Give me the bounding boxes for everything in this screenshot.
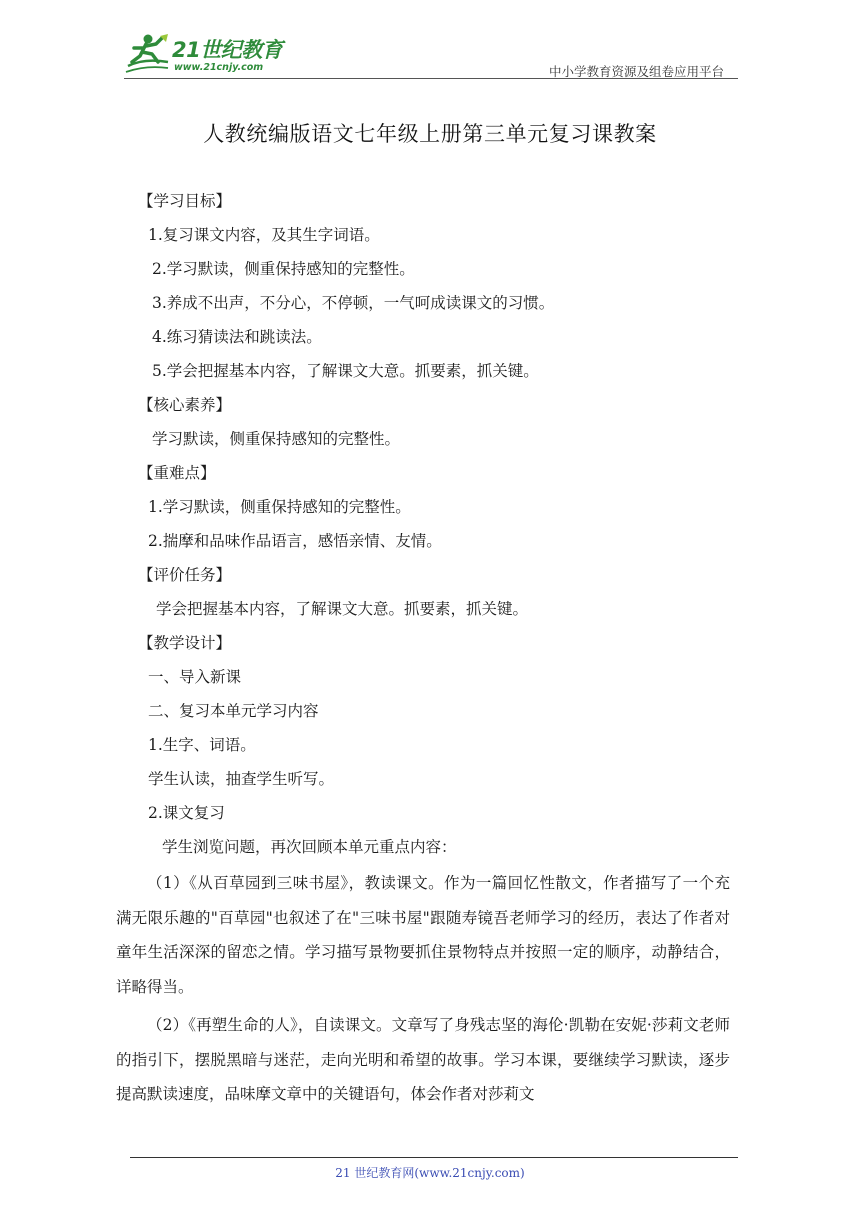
logo-wordmark: 21世纪教育 (172, 38, 283, 62)
section-heading: 【重难点】 (138, 464, 216, 482)
design-step: 一、导入新课 (148, 668, 242, 686)
design-step: 二、复习本单元学习内容 (148, 702, 319, 720)
document-title: 人教统编版语文七年级上册第三单元复习课教案 (203, 122, 657, 146)
section-heading: 【评价任务】 (138, 566, 232, 584)
footer-divider (130, 1157, 738, 1158)
logo-url: www.21cnjy.com (174, 62, 264, 73)
key-item: 1.学习默读，侧重保持感知的完整性。 (148, 498, 411, 516)
footer-link[interactable]: 21 世纪教育网(www.21cnjy.com) (335, 1166, 525, 1180)
key-item: 2.揣摩和品味作品语言，感悟亲情、友情。 (148, 532, 442, 550)
goal-item: 3.养成不出声，不分心，不停顿，一气呵成读课文的习惯。 (152, 294, 555, 312)
section-text: 学生浏览问题，再次回顾本单元重点内容： (162, 838, 457, 856)
design-substep: 2.课文复习 (148, 804, 225, 822)
paragraph: （1）《从百草园到三味书屋》，教读课文。作为一篇回忆性散文，作者描写了一个充满无限乐趣的"百草园"也叙述了在"三味书屋"跟随寿镜吾老师学习的经历，表达了作者对童年生活深深的留恋之情。学习描写景物要抓住景物特点并按照一定的顺序，动静结合，详略得当。 (116, 874, 730, 996)
header-divider (124, 78, 738, 79)
design-substep: 1.生字、词语。 (148, 736, 256, 754)
section-text: 学会把握基本内容，了解课文大意。抓要素，抓关键。 (156, 600, 529, 618)
runner-logo-icon (124, 32, 170, 76)
paragraph: （2）《再塑生命的人》，自读课文。文章写了身残志坚的海伦·凯勒在安妮·莎莉文老师的指引下，摆脱黑暗与迷茫，走向光明和希望的故事。学习本课，要继续学习默读，逐步提高默读速度，品味摩文章中的关键语句，体会作者对莎莉文 (116, 1016, 730, 1103)
section-text: 学习默读，侧重保持感知的完整性。 (152, 430, 401, 448)
site-logo[interactable] (124, 32, 294, 76)
section-heading: 【学习目标】 (138, 192, 232, 210)
goal-item: 2.学习默读，侧重保持感知的完整性。 (152, 260, 415, 278)
platform-name: 中小学教育资源及组卷应用平台 (548, 64, 724, 79)
section-heading: 【教学设计】 (138, 634, 232, 652)
goal-item: 4.练习猜读法和跳读法。 (152, 328, 322, 346)
section-heading: 【核心素养】 (138, 396, 232, 414)
page-header (124, 26, 738, 80)
goal-item: 5.学会把握基本内容，了解课文大意。抓要素，抓关键。 (152, 362, 539, 380)
goal-item: 1.复习课文内容，及其生字词语。 (148, 226, 380, 244)
section-text: 学生认读，抽查学生听写。 (148, 770, 335, 788)
document-body (116, 186, 730, 1116)
